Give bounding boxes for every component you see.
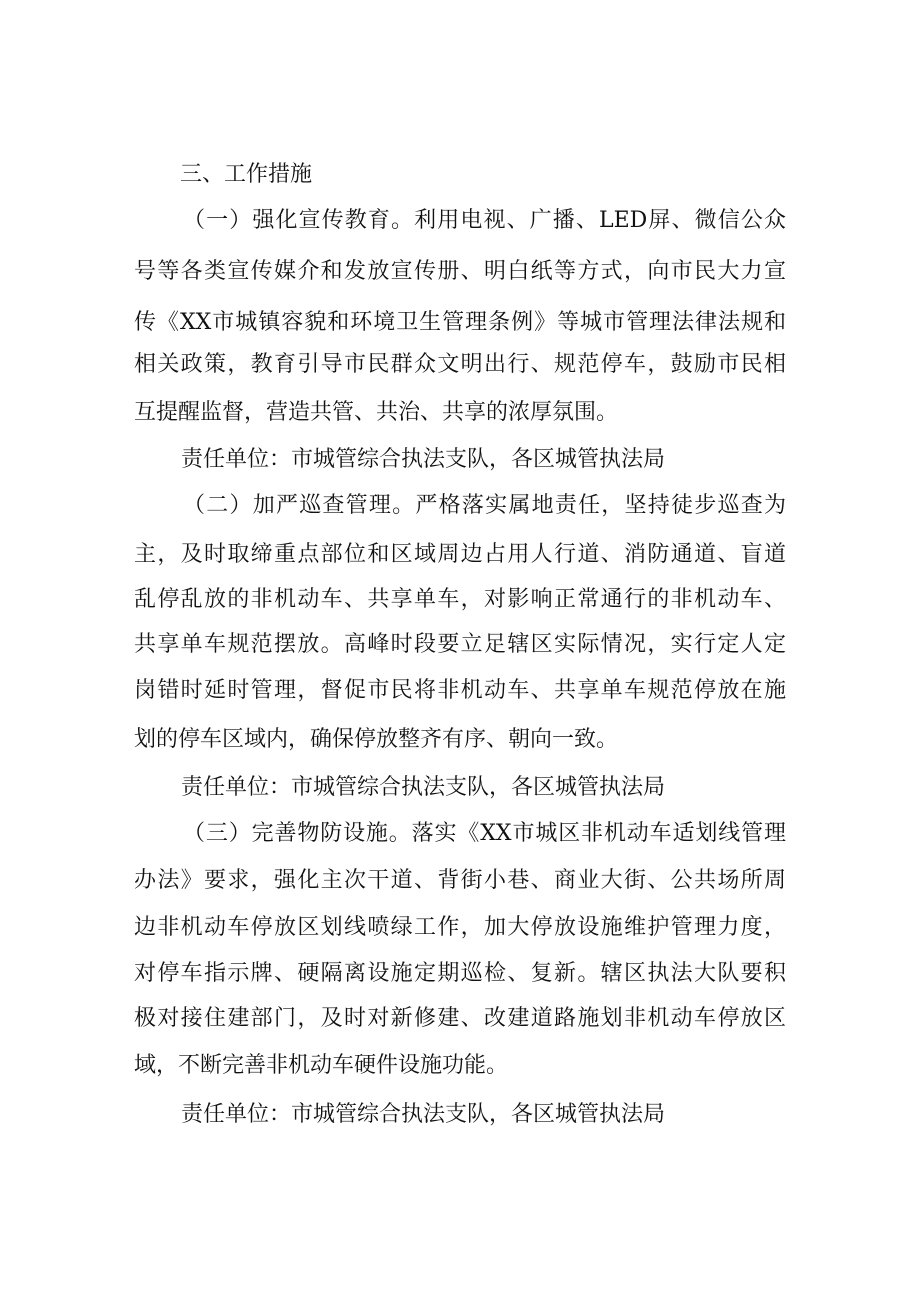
item-1-responsibility: 责任单位：市城管综合执法支队，各区城管执法局 (181, 447, 666, 472)
item-2-line-1: （二）加严巡查管理。严格落实属地责任，坚持徒步巡查为 (183, 493, 786, 518)
item-2-line-5: 岗错时延时管理，督促市民将非机动车、共享单车规范停放在施 (134, 678, 786, 703)
item-2-responsibility: 责任单位：市城管综合执法支队，各区城管执法局 (181, 775, 666, 800)
item-1-line-2: 号等各类宣传媒介和发放宣传册、明白纸等方式，向市民大力宣 (134, 259, 786, 284)
item-3-line-4: 对停车指示牌、硬隔离设施定期巡检、复新。辖区执法大队要积 (134, 961, 786, 986)
item-1-line-3: 传《XX市城镇容貌和环境卫生管理条例》等城市管理法律法规和 (134, 310, 786, 335)
item-1-line-5: 互提醒监督，营造共管、共治、共享的浓厚氛围。 (134, 400, 619, 425)
item-1-line-4: 相关政策，教育引导市民群众文明出行、规范停车，鼓励市民相 (134, 352, 786, 377)
item-3-line-1: （三）完善物防设施。落实《XX市城区非机动车适划线管理 (183, 821, 786, 846)
item-3-line-5: 极对接住建部门，及时对新修建、改建道路施划非机动车停放区 (134, 1006, 786, 1031)
item-3-line-6: 域，不断完善非机动车硬件设施功能。 (134, 1053, 509, 1078)
item-2-line-2: 主，及时取缔重点部位和区域周边占用人行道、消防通道、盲道 (134, 542, 786, 567)
item-2-line-3: 乱停乱放的非机动车、共享单车，对影响正常通行的非机动车、 (134, 587, 786, 612)
item-3-line-2: 办法》要求，强化主次干道、背街小巷、商业大街、公共场所周 (134, 868, 786, 893)
item-3-responsibility: 责任单位：市城管综合执法支队，各区城管执法局 (181, 1102, 666, 1127)
item-2-line-6: 划的停车区域内，确保停放整齐有序、朝向一致。 (134, 727, 619, 752)
item-3-line-3: 边非机动车停放区划线喷绿工作，加大停放设施维护管理力度， (134, 915, 786, 940)
section-heading: 三、工作措施 (180, 162, 313, 187)
item-2-line-4: 共享单车规范摆放。高峰时段要立足辖区实际情况，实行定人定 (134, 632, 786, 657)
item-1-line-1: （一）强化宣传教育。利用电视、广播、LED屏、微信公众 (183, 208, 786, 233)
